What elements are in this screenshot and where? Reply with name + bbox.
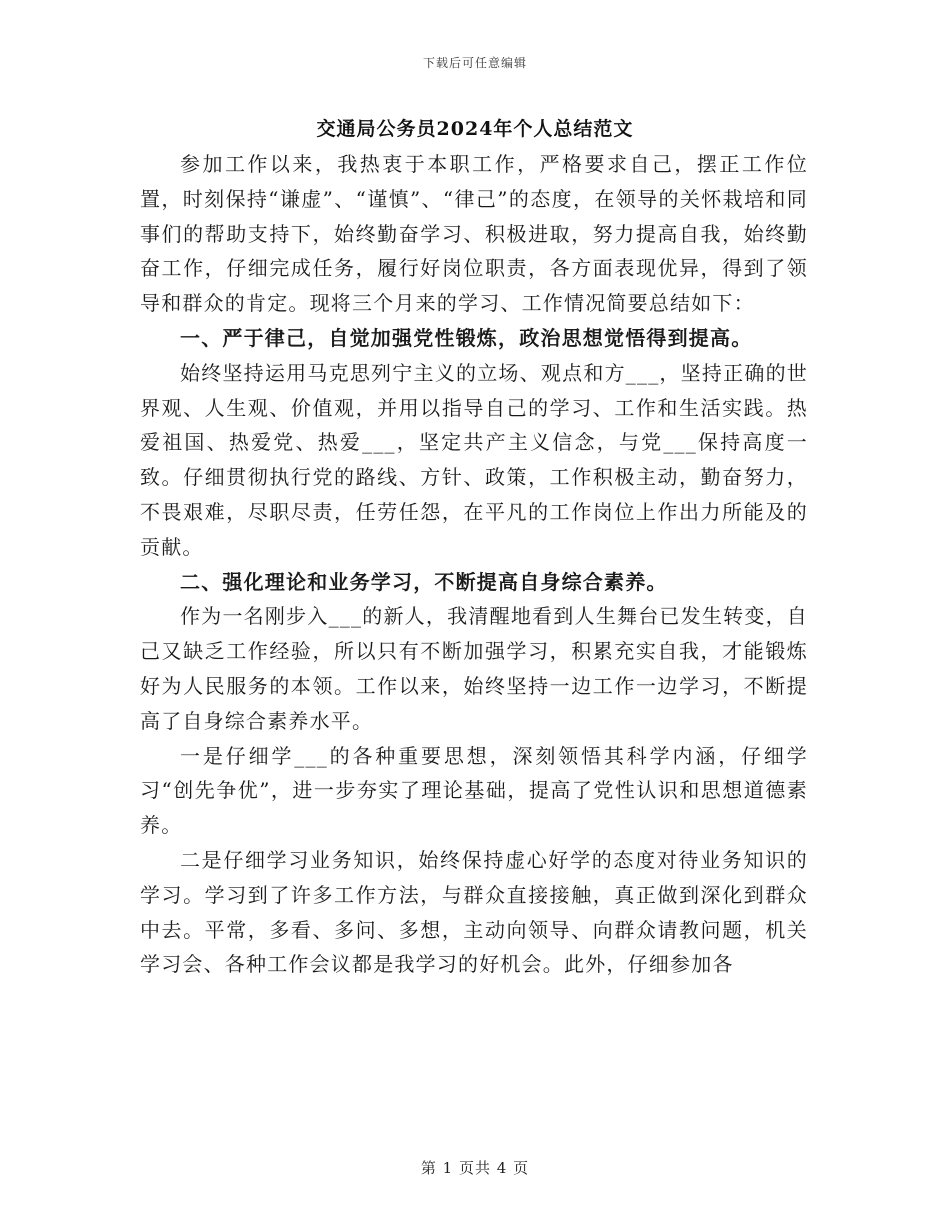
page-footer: 第 1 页共 4 页 bbox=[420, 1159, 530, 1177]
section-heading-2: 二、强化理论和业务学习，不断提高自身综合素养。 bbox=[180, 569, 668, 594]
paragraph-section-2: 作为一名刚步入___的新人，我清醒地看到人生舞台已发生转变，自己又缺乏工作经验，所以只有不断加强学习，积累充实自我，才能锻炼好为人民服务的本领。工作以来，始终坚持一边工作一边学习，不断提高了自身综合素养水平。 bbox=[140, 604, 808, 733]
section-heading-1: 一、严于律己，自觉加强党性锻炼，政治思想觉悟得到提高。 bbox=[180, 325, 753, 350]
paragraph-intro: 参加工作以来，我热衷于本职工作，严格要求自己，摆正工作位置，时刻保持“谦虚”、“谨慎”、“律己”的态度，在领导的关怀栽培和同事们的帮助支持下，始终勤奋学习、积极进取，努力提高自我，始终勤奋工作，仔细完成任务，履行好岗位职责，各方面表现优异，得到了领导和群众的肯定。现将三个月来的学习、工作情况简要总结如下： bbox=[140, 152, 808, 316]
document-body bbox=[140, 147, 808, 982]
header-note: 下载后可任意编辑 bbox=[422, 56, 527, 70]
paragraph-point-1: 一是仔细学___的各种重要思想，深刻领悟其科学内涵，仔细学习“创先争优”，进一步夯实了理论基础，提高了党性认识和思想道德素养。 bbox=[140, 743, 808, 838]
paragraph-point-2: 二是仔细学习业务知识，始终保持虚心好学的态度对待业务知识的学习。学习到了许多工作方法，与群众直接接触，真正做到深化到群众中去。平常，多看、多问、多想，主动向领导、向群众请教问题，机关学习会、各种工作会议都是我学习的好机会。此外，仔细参加各 bbox=[140, 847, 808, 977]
paragraph-section-1: 始终坚持运用马克思列宁主义的立场、观点和方___，坚持正确的世界观、人生观、价值观，并用以指导自己的学习、工作和生活实践。热爱祖国、热爱党、热爱___，坚定共产主义信念，与党___保持高度一致。仔细贯彻执行党的路线、方针、政策，工作积极主动，勤奋努力，不畏艰难，尽职尽责，任劳任怨，在平凡的工作岗位上作出力所能及的贡献。 bbox=[140, 360, 808, 559]
document-title: 交通局公务员2024年个人总结范文 bbox=[316, 118, 634, 140]
